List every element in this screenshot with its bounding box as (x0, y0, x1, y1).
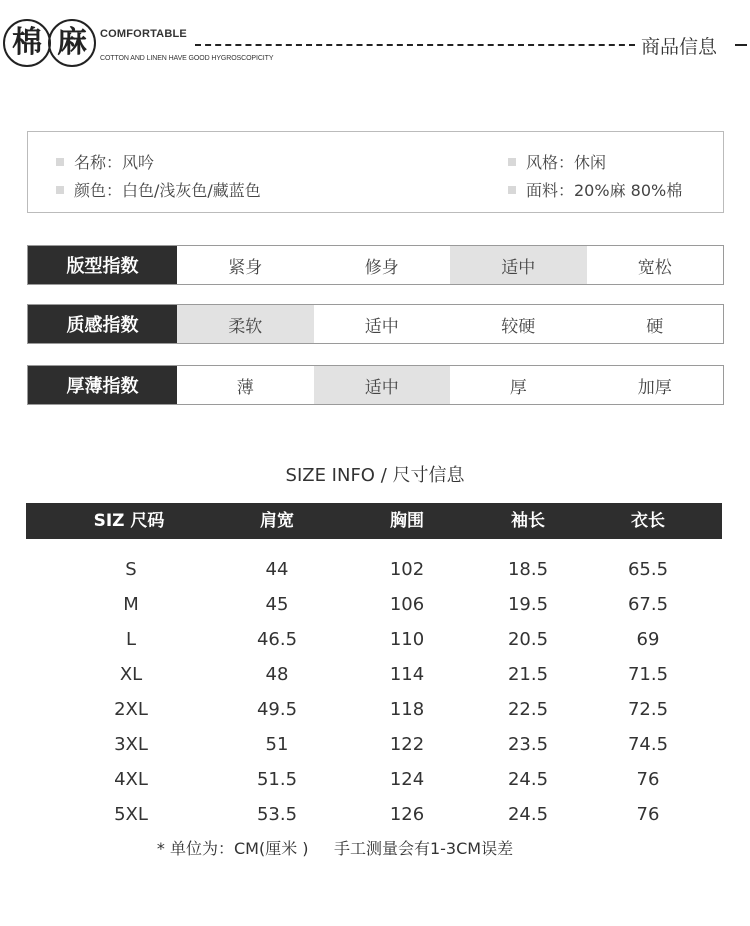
sleeve-cell: 23.5 (507, 734, 549, 755)
column-header-shoulder: 肩宽 (260, 511, 294, 531)
shoulder-cell: 49.5 (256, 699, 298, 720)
fit-option: 适中 (450, 246, 587, 284)
shoulder-cell: 51.5 (256, 769, 298, 790)
chest-cell: 106 (389, 594, 425, 615)
column-header-sleeve: 袖长 (511, 511, 545, 531)
logo-char: 棉 (12, 25, 42, 60)
fit-option: 宽松 (637, 257, 672, 278)
logo-cotton-seal (3, 19, 51, 67)
length-cell: 74.5 (627, 734, 669, 755)
sleeve-cell: 24.5 (507, 804, 549, 825)
texture-option: 适中 (364, 316, 399, 337)
sleeve-cell: 22.5 (507, 699, 549, 720)
length-cell: 67.5 (627, 594, 669, 615)
info-item-fabric (508, 178, 682, 201)
shoulder-cell: 46.5 (256, 629, 298, 650)
column-header-size: SIZ 尺码 (93, 511, 165, 531)
sleeve-cell: 21.5 (507, 664, 549, 685)
chest-cell: 126 (389, 804, 425, 825)
texture-index-row (27, 304, 724, 344)
logo-linen-seal (48, 19, 96, 67)
shoulder-cell: 53.5 (256, 804, 298, 825)
info-color-text: 颜色：白色/浅灰色/藏蓝色 (74, 181, 261, 200)
product-info-box (27, 131, 724, 213)
size-table-header (26, 503, 722, 539)
fit-option: 修身 (364, 257, 399, 278)
thickness-option: 厚 (509, 377, 527, 398)
length-cell: 76 (636, 769, 660, 790)
size-cell: 5XL (114, 804, 148, 825)
texture-option: 硬 (646, 316, 664, 337)
shoulder-cell: 48 (265, 664, 289, 685)
chest-cell: 118 (389, 699, 425, 720)
chest-cell: 122 (389, 734, 425, 755)
section-title: 商品信息 (641, 36, 718, 58)
size-info-title: SIZE INFO / 尺寸信息 (285, 465, 465, 486)
sleeve-cell: 18.5 (507, 559, 549, 580)
thickness-option: 薄 (236, 377, 254, 398)
info-name-text: 名称：风吟 (74, 153, 155, 172)
thickness-option: 加厚 (637, 377, 672, 398)
bullet-icon (56, 158, 64, 166)
length-cell: 65.5 (627, 559, 669, 580)
column-header-chest: 胸围 (390, 511, 424, 531)
shoulder-cell: 44 (265, 559, 289, 580)
length-cell: 69 (636, 629, 660, 650)
sleeve-cell: 19.5 (507, 594, 549, 615)
texture-option: 较硬 (501, 316, 536, 337)
texture-option: 柔软 (177, 305, 314, 343)
shoulder-cell: 45 (265, 594, 289, 615)
info-item-name (56, 150, 154, 173)
texture-index-label: 质感指数 (28, 305, 177, 343)
chest-cell: 114 (389, 664, 425, 685)
size-cell: 2XL (114, 699, 148, 720)
thickness-index-label: 厚薄指数 (28, 366, 177, 404)
bullet-icon (508, 158, 516, 166)
sleeve-cell: 20.5 (507, 629, 549, 650)
chest-cell: 124 (389, 769, 425, 790)
brand-subtitle: COTTON AND LINEN HAVE GOOD HYGROSCOPICITY (100, 55, 274, 62)
thickness-option: 适中 (314, 366, 451, 404)
bullet-icon (508, 186, 516, 194)
fit-index-label: 版型指数 (28, 246, 177, 284)
size-cell: 4XL (114, 769, 148, 790)
length-cell: 76 (636, 804, 660, 825)
size-cell: M (123, 594, 139, 615)
sleeve-cell: 24.5 (507, 769, 549, 790)
chest-cell: 110 (389, 629, 425, 650)
size-cell: XL (119, 664, 143, 685)
fit-option: 紧身 (228, 257, 263, 278)
chest-cell: 102 (389, 559, 425, 580)
bullet-icon (56, 186, 64, 194)
info-fabric-text: 面料：20%麻 80%棉 (526, 181, 683, 200)
brand-title: COMFORTABLE (100, 28, 187, 40)
size-cell: 3XL (114, 734, 148, 755)
logo-char: 麻 (57, 25, 87, 60)
column-header-length: 衣长 (631, 511, 665, 531)
size-cell: S (125, 559, 137, 580)
thickness-index-row (27, 365, 724, 405)
info-item-style (508, 150, 606, 173)
info-style-text: 风格：休闲 (526, 153, 607, 172)
measurement-note: * 单位为：CM(厘米 ) 手工测量会有1-3CM误差 (156, 839, 514, 858)
shoulder-cell: 51 (265, 734, 289, 755)
fit-index-row (27, 245, 724, 285)
info-item-color (56, 178, 261, 201)
header-divider (195, 44, 635, 46)
length-cell: 71.5 (627, 664, 669, 685)
size-cell: L (125, 629, 137, 650)
length-cell: 72.5 (627, 699, 669, 720)
header-divider-end (735, 44, 747, 46)
